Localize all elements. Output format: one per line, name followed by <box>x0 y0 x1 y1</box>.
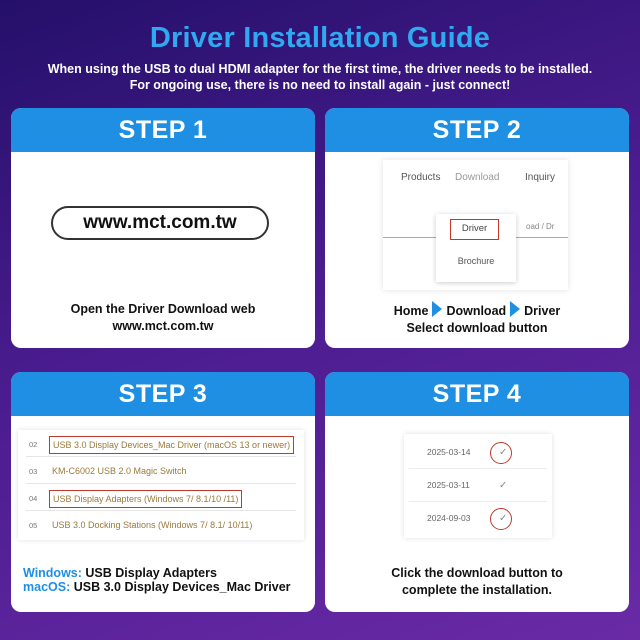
navigation-path <box>325 301 629 337</box>
driver-name[interactable]: KM-C6002 USB 2.0 Magic Switch <box>52 466 187 476</box>
arrow-right-icon <box>510 301 520 317</box>
step-4-card <box>325 372 629 612</box>
menu-brochure[interactable]: Brochure <box>457 256 495 266</box>
download-dropdown <box>436 214 516 282</box>
mac-label: macOS: <box>23 580 71 594</box>
step-4-caption <box>325 565 629 599</box>
step-1-heading: STEP 1 <box>11 108 315 152</box>
release-date: 2025-03-11 <box>427 480 470 490</box>
release-date: 2024-09-03 <box>427 513 471 523</box>
step-1-caption <box>11 301 315 335</box>
website-mockup <box>383 160 568 290</box>
breadcrumb: oad / Dr <box>526 222 555 231</box>
list-item[interactable] <box>18 486 304 511</box>
list-item <box>404 469 552 502</box>
download-list <box>404 434 552 538</box>
step-2-card <box>325 108 629 348</box>
list-item <box>404 436 552 469</box>
list-item[interactable] <box>18 459 304 484</box>
step-1-card <box>11 108 315 348</box>
menu-driver[interactable]: Driver <box>450 219 499 240</box>
subtitle-line-2: For ongoing use, there is no need to install again - just connect! <box>129 78 511 92</box>
subtitle <box>0 61 640 93</box>
row-number: 05 <box>29 521 38 530</box>
nav-download[interactable]: Download <box>455 172 500 183</box>
check-icon[interactable]: ✓ <box>499 513 508 524</box>
step-4-caption-line-2: complete the installation. <box>401 583 553 597</box>
step-4-caption-line-1: Click the download button to <box>391 566 563 580</box>
windows-label: Windows: <box>23 566 82 580</box>
mac-instruction <box>23 579 291 595</box>
website-url-link[interactable]: www.mct.com.tw <box>51 206 269 240</box>
path-download: Download <box>446 304 507 318</box>
nav-inquiry[interactable]: Inquiry <box>525 172 556 183</box>
driver-name[interactable]: USB 3.0 Display Devices_Mac Driver (macOS 13 or newer) <box>49 436 294 454</box>
list-item[interactable] <box>18 432 304 457</box>
row-number: 02 <box>29 440 38 449</box>
driver-name[interactable]: USB Display Adapters (Windows 7/ 8.1/10 /11) <box>49 490 242 508</box>
arrow-right-icon <box>432 301 442 317</box>
list-item[interactable] <box>18 513 304 538</box>
step-3-heading: STEP 3 <box>11 372 315 416</box>
path-home: Home <box>393 304 429 318</box>
step-1-caption-line-2: www.mct.com.tw <box>112 319 214 333</box>
path-driver: Driver <box>524 304 561 318</box>
check-icon[interactable]: ✓ <box>499 447 508 458</box>
subtitle-line-1: When using the USB to dual HDMI adapter for the first time, the driver needs to be installed. <box>47 62 593 76</box>
check-icon[interactable]: ✓ <box>499 480 508 491</box>
step-1-caption-line-1: Open the Driver Download web <box>70 302 256 316</box>
step-3-card <box>11 372 315 612</box>
step-2-caption: Select download button <box>406 321 548 335</box>
step-4-heading: STEP 4 <box>325 372 629 416</box>
release-date: 2025-03-14 <box>427 447 471 457</box>
row-number: 04 <box>29 494 38 503</box>
row-number: 03 <box>29 467 38 476</box>
mac-value: USB 3.0 Display Devices_Mac Driver <box>73 580 291 594</box>
list-item <box>404 502 552 535</box>
driver-name[interactable]: USB 3.0 Docking Stations (Windows 7/ 8.1/ 10/11) <box>52 520 253 530</box>
page-title: Driver Installation Guide <box>149 22 491 54</box>
driver-list <box>18 430 304 540</box>
step-2-heading: STEP 2 <box>325 108 629 152</box>
windows-value: USB Display Adapters <box>85 566 217 580</box>
nav-products[interactable]: Products <box>401 172 441 183</box>
